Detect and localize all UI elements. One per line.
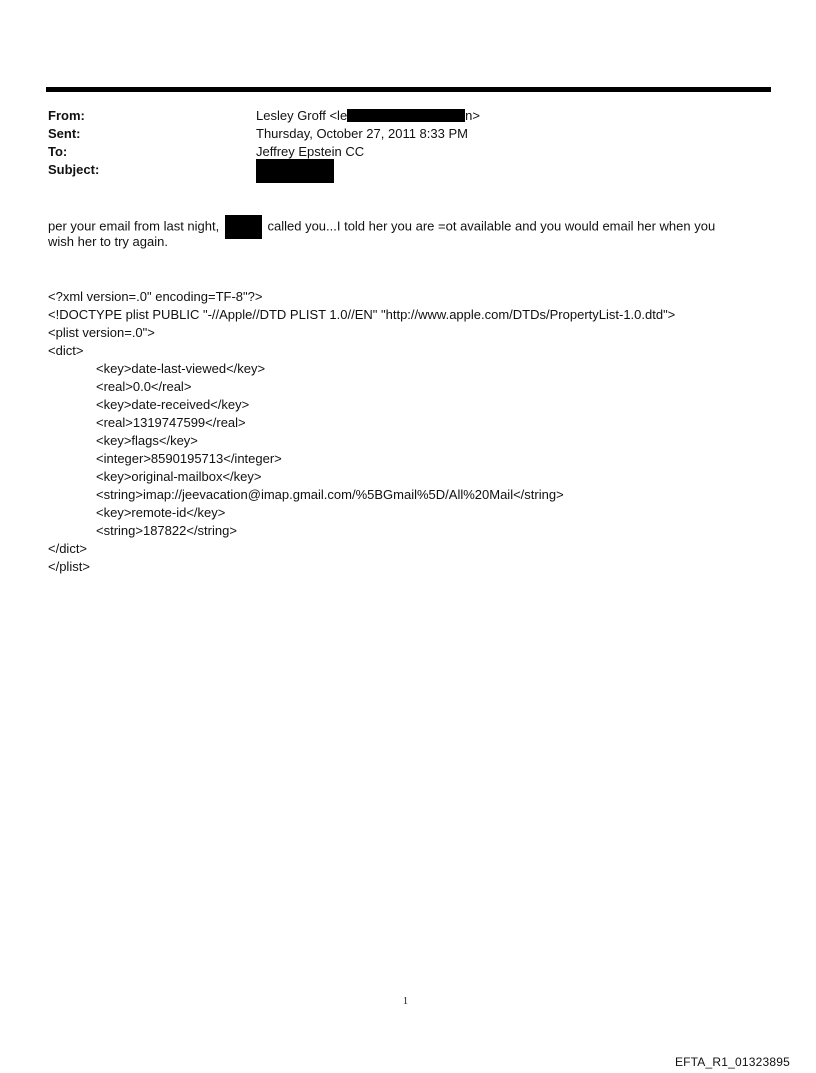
plist-close: </plist> [48, 559, 90, 574]
redaction-block [347, 109, 465, 122]
page-number: 1 [403, 996, 408, 1007]
plist-entry: <key>flags</key> [96, 433, 198, 448]
plist-entry: <string>imap://jeevacation@imap.gmail.com/%5BGmail%5D/All%20Mail</string> [96, 487, 564, 502]
message-text-pre: per your email from last night, [48, 218, 220, 234]
redaction-block [256, 159, 334, 183]
sent-value: Thursday, October 27, 2011 8:33 PM [256, 126, 468, 141]
to-value: Jeffrey Epstein CC [256, 144, 365, 159]
plist-open: <plist version=.0"> [48, 325, 155, 340]
sent-label: Sent: [48, 126, 81, 141]
dict-close: </dict> [48, 541, 88, 556]
bates-number: EFTA_R1_01323895 [674, 1055, 790, 1069]
message-line-2: wish her to try again. [48, 234, 168, 249]
from-name: Lesley Groff <le [256, 108, 348, 123]
subject-label: Subject: [48, 162, 100, 177]
from-tail: n> [465, 108, 480, 123]
plist-entry: <real>1319747599</real> [96, 415, 246, 430]
plist-entry: <integer>8590195713</integer> [96, 451, 282, 466]
xml-declaration: <?xml version=.0" encoding=TF-8"?> [48, 289, 263, 304]
plist-entry: <key>date-last-viewed</key> [96, 361, 266, 376]
doctype-line: <!DOCTYPE plist PUBLIC "-//Apple//DTD PLIST 1.0//EN" "http://www.apple.com/DTDs/PropertyList-1.0.dtd"> [48, 307, 676, 322]
header-rule [46, 87, 771, 92]
subject-value [256, 159, 334, 183]
dict-open: <dict> [48, 343, 84, 358]
plist-entry: <key>date-received</key> [96, 397, 250, 412]
to-label: To: [48, 144, 68, 159]
plist-entry: <key>remote-id</key> [96, 505, 226, 520]
plist-entry: <string>187822</string> [96, 523, 237, 538]
plist-entry: <key>original-mailbox</key> [96, 469, 262, 484]
from-value [256, 107, 480, 125]
plist-entry: <real>0.0</real> [96, 379, 192, 394]
message-text-post: called you...I told her you are =ot available and you would email her when you [267, 218, 716, 234]
from-label: From: [48, 108, 85, 123]
